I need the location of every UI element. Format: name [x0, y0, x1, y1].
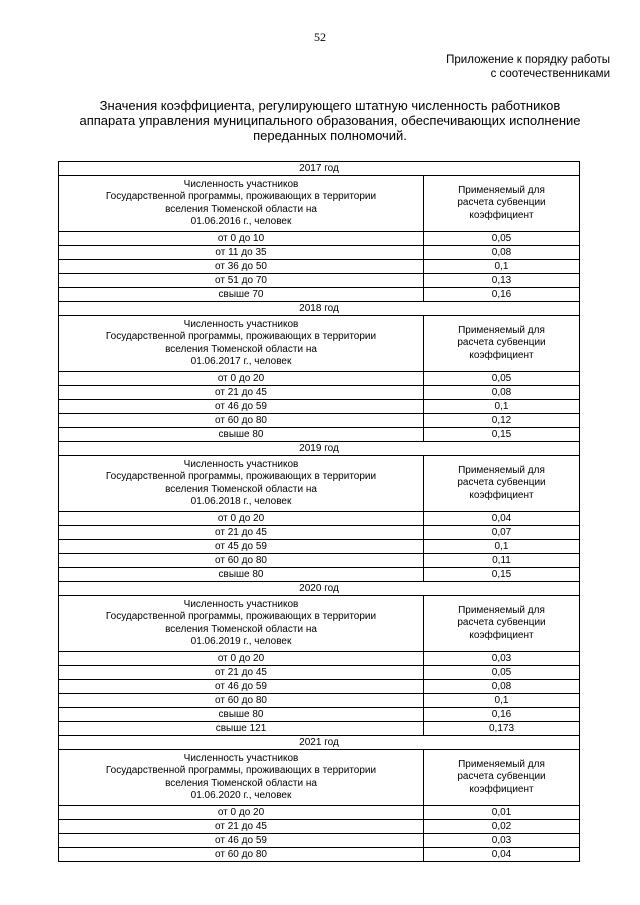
coefficient-cell: 0,03 [424, 834, 580, 848]
range-cell: свыше 121 [59, 722, 424, 736]
year-label: 2018 год [59, 302, 580, 316]
appendix-line-1: Приложение к порядку работы [446, 54, 610, 66]
coefficient-table-body [59, 162, 580, 862]
participants-header-line: Численность участников [183, 178, 299, 190]
coefficient-cell: 0,12 [424, 414, 580, 428]
range-cell: от 46 до 59 [59, 834, 424, 848]
header-row [59, 316, 580, 372]
range-cell: свыше 80 [59, 568, 424, 582]
coefficient-cell: 0,05 [424, 232, 580, 246]
coefficient-header-line: расчета субвенции [457, 771, 546, 783]
coefficient-cell: 0,1 [424, 694, 580, 708]
participants-header-line: 01.06.2018 г., человек [190, 496, 292, 507]
coefficient-header-line: коэффициент [469, 783, 534, 795]
range-cell: от 11 до 35 [59, 246, 424, 260]
coefficient-cell: 0,1 [424, 400, 580, 414]
coefficient-cell: 0,11 [424, 554, 580, 568]
participants-header [59, 456, 424, 512]
coefficient-header-line: Применяемый для [458, 758, 545, 770]
range-cell: от 21 до 45 [59, 526, 424, 540]
table-row [59, 708, 580, 722]
year-row [59, 442, 580, 456]
coefficient-header-line: Применяемый для [458, 324, 545, 336]
range-cell: от 46 до 59 [59, 400, 424, 414]
coefficient-header-line: расчета субвенции [457, 197, 546, 209]
participants-header-line: 01.06.2019 г., человек [190, 636, 292, 647]
coefficient-header-line: коэффициент [469, 209, 534, 221]
table-row [59, 232, 580, 246]
coefficient-table [58, 161, 580, 862]
participants-header-line: 01.06.2016 г., человек [190, 216, 292, 227]
table-row [59, 386, 580, 400]
range-cell: от 0 до 20 [59, 372, 424, 386]
coefficient-cell: 0,15 [424, 568, 580, 582]
coefficient-cell: 0,16 [424, 288, 580, 302]
participants-header-line: 01.06.2017 г., человек [190, 356, 292, 367]
coefficient-cell: 0,15 [424, 428, 580, 442]
range-cell: свыше 80 [59, 708, 424, 722]
year-row [59, 162, 580, 176]
coefficient-header [424, 316, 580, 372]
range-cell: от 0 до 20 [59, 512, 424, 526]
coefficient-header-line: Применяемый для [458, 604, 545, 616]
header-row [59, 456, 580, 512]
appendix-line-2: с соотечественниками [490, 68, 610, 80]
range-cell: от 60 до 80 [59, 414, 424, 428]
coefficient-header-line: расчета субвенции [457, 337, 546, 349]
appendix-note [446, 53, 610, 81]
coefficient-header-line: коэффициент [469, 629, 534, 641]
year-row [59, 736, 580, 750]
range-cell: свыше 80 [59, 428, 424, 442]
coefficient-cell: 0,1 [424, 260, 580, 274]
year-label: 2019 год [59, 442, 580, 456]
coefficient-header-line: расчета субвенции [457, 617, 546, 629]
coefficient-header-line: коэффициент [469, 349, 534, 361]
title-line-3: переданных полномочий. [253, 128, 407, 143]
year-row [59, 302, 580, 316]
table-row [59, 400, 580, 414]
year-label: 2021 год [59, 736, 580, 750]
table-row [59, 246, 580, 260]
table-row [59, 526, 580, 540]
range-cell: от 51 до 70 [59, 274, 424, 288]
coefficient-header-line: коэффициент [469, 489, 534, 501]
coefficient-cell: 0,1 [424, 540, 580, 554]
range-cell: от 46 до 59 [59, 680, 424, 694]
participants-header-line: вселения Тюменской области на [165, 623, 317, 635]
participants-header-line: Государственной программы, проживающих в территории [105, 191, 377, 202]
table-row [59, 554, 580, 568]
participants-header-line: вселения Тюменской области на [165, 483, 317, 495]
table-row [59, 848, 580, 862]
coefficient-cell: 0,03 [424, 652, 580, 666]
document-title [50, 98, 610, 143]
participants-header [59, 176, 424, 232]
table-row [59, 694, 580, 708]
coefficient-cell: 0,173 [424, 722, 580, 736]
title-line-1: Значения коэффициента, регулирующего штатную численность работников [99, 98, 561, 113]
coefficient-header [424, 176, 580, 232]
table-row [59, 652, 580, 666]
header-row [59, 596, 580, 652]
range-cell: от 0 до 10 [59, 232, 424, 246]
coefficient-cell: 0,08 [424, 386, 580, 400]
coefficient-cell: 0,07 [424, 526, 580, 540]
participants-header-line: Государственной программы, проживающих в территории [105, 765, 377, 776]
coefficient-header [424, 456, 580, 512]
header-row [59, 750, 580, 806]
range-cell: от 21 до 45 [59, 386, 424, 400]
coefficient-cell: 0,05 [424, 372, 580, 386]
participants-header-line: вселения Тюменской области на [165, 203, 317, 215]
participants-header-line: Государственной программы, проживающих в территории [105, 471, 377, 482]
header-row [59, 176, 580, 232]
participants-header-line: Численность участников [183, 458, 299, 470]
coefficient-cell: 0,16 [424, 708, 580, 722]
table-row [59, 274, 580, 288]
coefficient-cell: 0,04 [424, 512, 580, 526]
table-row [59, 820, 580, 834]
participants-header-line: Численность участников [183, 318, 299, 330]
range-cell: от 0 до 20 [59, 806, 424, 820]
coefficient-header [424, 750, 580, 806]
participants-header-line: Государственной программы, проживающих в территории [105, 331, 377, 342]
range-cell: от 60 до 80 [59, 694, 424, 708]
table-row [59, 372, 580, 386]
coefficient-cell: 0,08 [424, 246, 580, 260]
table-row [59, 680, 580, 694]
participants-header [59, 596, 424, 652]
table-row [59, 512, 580, 526]
participants-header-line: вселения Тюменской области на [165, 343, 317, 355]
year-label: 2020 год [59, 582, 580, 596]
participants-header-line: вселения Тюменской области на [165, 777, 317, 789]
range-cell: свыше 70 [59, 288, 424, 302]
coefficient-header-line: Применяемый для [458, 184, 545, 196]
table-row [59, 260, 580, 274]
table-row [59, 568, 580, 582]
participants-header-line: Численность участников [183, 598, 299, 610]
participants-header [59, 750, 424, 806]
range-cell: от 60 до 80 [59, 554, 424, 568]
table-row [59, 666, 580, 680]
coefficient-cell: 0,13 [424, 274, 580, 288]
table-row [59, 288, 580, 302]
coefficient-header-line: Применяемый для [458, 464, 545, 476]
coefficient-cell: 0,01 [424, 806, 580, 820]
coefficient-cell: 0,08 [424, 680, 580, 694]
participants-header-line: Государственной программы, проживающих в территории [105, 611, 377, 622]
range-cell: от 36 до 50 [59, 260, 424, 274]
page-number: 52 [314, 30, 326, 44]
table-row [59, 806, 580, 820]
table-row [59, 834, 580, 848]
coefficient-cell: 0,02 [424, 820, 580, 834]
range-cell: от 21 до 45 [59, 820, 424, 834]
range-cell: от 0 до 20 [59, 652, 424, 666]
range-cell: от 60 до 80 [59, 848, 424, 862]
year-label: 2017 год [59, 162, 580, 176]
table-row [59, 428, 580, 442]
title-line-2: аппарата управления муниципального образования, обеспечивающих исполнение [79, 113, 581, 128]
coefficient-cell: 0,05 [424, 666, 580, 680]
coefficient-header-line: расчета субвенции [457, 477, 546, 489]
participants-header-line: Численность участников [183, 752, 299, 764]
participants-header-line: 01.06.2020 г., человек [190, 790, 292, 801]
table-row [59, 540, 580, 554]
table-row [59, 722, 580, 736]
participants-header [59, 316, 424, 372]
coefficient-cell: 0,04 [424, 848, 580, 862]
year-row [59, 582, 580, 596]
coefficient-header [424, 596, 580, 652]
table-row [59, 414, 580, 428]
range-cell: от 21 до 45 [59, 666, 424, 680]
range-cell: от 45 до 59 [59, 540, 424, 554]
